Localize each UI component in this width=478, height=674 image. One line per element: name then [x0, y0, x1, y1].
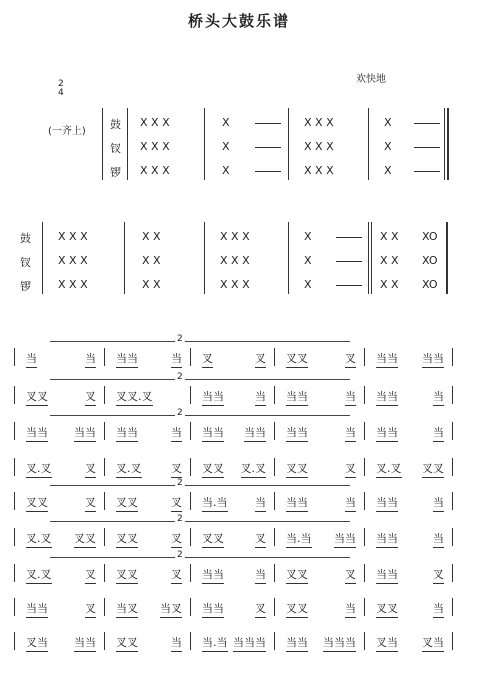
jianpu-beat: 叉叉 [422, 460, 444, 478]
volta-number: 2 [177, 334, 183, 344]
sustain-line [336, 261, 362, 262]
jianpu-beat: 叉叉 [376, 600, 398, 618]
jianpu-beat: 叉叉 [286, 460, 308, 478]
jianpu-measure [202, 350, 266, 368]
score-cell: X X [380, 254, 399, 267]
jianpu-beat: 当当 [26, 424, 48, 442]
jianpu-measure [26, 530, 96, 548]
jianpu-beat: 叉叉 [26, 388, 48, 406]
jianpu-beat: 当当 [376, 566, 398, 584]
jianpu-beat: 叉叉 [116, 634, 138, 652]
barline [452, 528, 453, 546]
jianpu-beat: 当当 [376, 530, 398, 548]
barline [14, 598, 15, 616]
jianpu-beat: 当.当 [286, 530, 312, 548]
sustain-line [255, 147, 281, 148]
instrument-label: 钗 [20, 256, 31, 269]
jianpu-beat: 叉叉 [116, 494, 138, 512]
barline [364, 528, 365, 546]
jianpu-measure [286, 388, 356, 406]
volta-bracket [50, 341, 350, 342]
barline [104, 458, 105, 476]
score-cell: X X [142, 254, 161, 267]
jianpu-beat: 叉叉 [116, 530, 138, 548]
jianpu-beat: 叉 [85, 566, 96, 584]
barline [14, 348, 15, 366]
jianpu-measure [26, 566, 96, 584]
barline [452, 458, 453, 476]
jianpu-measure [26, 460, 96, 478]
jianpu-measure [376, 350, 444, 368]
barline [14, 386, 15, 404]
volta-bracket [50, 485, 350, 486]
jianpu-beat: 叉 [85, 388, 96, 406]
score-cell: X [304, 230, 312, 243]
jianpu-beat: 叉 [85, 600, 96, 618]
score-cell: X X X [58, 230, 88, 243]
jianpu-measure [202, 460, 266, 478]
jianpu-beat: 叉叉 [286, 566, 308, 584]
score-cell: X X X [140, 164, 170, 177]
barline [364, 386, 365, 404]
barline [14, 564, 15, 582]
jianpu-beat: 叉叉 [202, 460, 224, 478]
jianpu-measure [116, 566, 182, 584]
barline [274, 598, 275, 616]
jianpu-measure [116, 388, 182, 406]
jianpu-measure [26, 494, 96, 512]
jianpu-beat: 叉.叉 [26, 566, 52, 584]
jianpu-beat: 当当 [376, 388, 398, 406]
jianpu-beat: 叉 [255, 530, 266, 548]
jianpu-beat: 当当当 [233, 634, 266, 652]
instrument-label: 鼓 [110, 118, 121, 131]
barline [288, 222, 289, 294]
time-signature-top: 2 [58, 79, 64, 89]
jianpu-beat: 叉.叉 [376, 460, 402, 478]
barline [274, 458, 275, 476]
jianpu-beat: 叉 [171, 494, 182, 512]
jianpu-beat: 当 [433, 494, 444, 512]
jianpu-measure [116, 424, 182, 442]
barline [364, 564, 365, 582]
barline [274, 492, 275, 510]
jianpu-measure [286, 350, 356, 368]
jianpu-measure [116, 530, 182, 548]
jianpu-beat: 叉.叉 [26, 530, 52, 548]
score-cell: X X X [220, 254, 250, 267]
jianpu-beat: 当 [433, 424, 444, 442]
jianpu-measure [286, 634, 356, 652]
jianpu-beat: 当 [171, 634, 182, 652]
jianpu-beat: 叉.叉 [241, 460, 267, 478]
jianpu-beat: 当当 [376, 350, 398, 368]
jianpu-beat: 当当 [74, 424, 96, 442]
barline [190, 528, 191, 546]
sustain-line [255, 123, 281, 124]
sustain-line [336, 285, 362, 286]
jianpu-beat: 当 [345, 424, 356, 442]
together-label: (一齐上) [48, 126, 86, 137]
score-cell: X X [380, 230, 399, 243]
barline [190, 386, 191, 404]
jianpu-beat: 叉当 [422, 634, 444, 652]
jianpu-measure [376, 634, 444, 652]
jianpu-beat: 当当 [26, 600, 48, 618]
jianpu-beat: 叉叉 [74, 530, 96, 548]
jianpu-beat: 叉叉 [202, 530, 224, 548]
barline [274, 564, 275, 582]
jianpu-beat: 叉 [255, 600, 266, 618]
score-cell: X X X [304, 164, 334, 177]
volta-number: 2 [177, 514, 183, 524]
score-cell: X X X [304, 140, 334, 153]
tempo-marking: 欢快地 [356, 74, 386, 85]
barline [288, 108, 289, 180]
jianpu-measure [202, 424, 266, 442]
barline [452, 492, 453, 510]
score-cell: X X X [140, 140, 170, 153]
jianpu-measure [202, 388, 266, 406]
barline [204, 222, 205, 294]
barline [190, 422, 191, 440]
barline [190, 632, 191, 650]
jianpu-measure [26, 388, 96, 406]
jianpu-beat: 当当 [286, 494, 308, 512]
jianpu-measure [202, 566, 266, 584]
barline [14, 492, 15, 510]
score-cell: X X X [58, 254, 88, 267]
barline [452, 598, 453, 616]
jianpu-beat: 当当 [116, 350, 138, 368]
instrument-label: 锣 [110, 166, 121, 179]
jianpu-beat: 叉 [85, 460, 96, 478]
jianpu-beat: 当当 [202, 388, 224, 406]
barline [447, 108, 449, 180]
jianpu-beat: 叉 [345, 460, 356, 478]
jianpu-measure [202, 530, 266, 548]
jianpu-beat: 当 [433, 600, 444, 618]
barline [14, 632, 15, 650]
jianpu-beat: 当.当 [202, 634, 228, 652]
jianpu-measure [116, 600, 182, 618]
jianpu-beat: 叉 [202, 350, 213, 368]
barline [190, 348, 191, 366]
barline [104, 528, 105, 546]
barline [104, 386, 105, 404]
jianpu-measure [26, 424, 96, 442]
jianpu-beat: 叉 [345, 566, 356, 584]
score-cell: X X [380, 278, 399, 291]
jianpu-beat: 当当 [116, 424, 138, 442]
jianpu-beat: 当 [171, 424, 182, 442]
sustain-line [414, 171, 440, 172]
jianpu-measure [116, 494, 182, 512]
barline [14, 528, 15, 546]
volta-bracket [50, 557, 350, 558]
barline [452, 564, 453, 582]
jianpu-beat: 叉 [433, 566, 444, 584]
page-title: 桥头大鼓乐谱 [187, 12, 290, 30]
barline [452, 348, 453, 366]
barline [14, 458, 15, 476]
jianpu-beat: 当当 [286, 388, 308, 406]
jianpu-beat: 当 [345, 600, 356, 618]
sustain-line [414, 147, 440, 148]
sustain-line [255, 171, 281, 172]
barline [190, 492, 191, 510]
jianpu-measure [286, 566, 356, 584]
barline [104, 564, 105, 582]
barline [364, 458, 365, 476]
score-cell: X [222, 116, 230, 129]
barline [452, 422, 453, 440]
jianpu-beat: 叉叉 [286, 350, 308, 368]
jianpu-beat: 当当 [334, 530, 356, 548]
jianpu-beat: 叉 [85, 494, 96, 512]
barline [364, 598, 365, 616]
jianpu-beat: 当 [26, 350, 37, 368]
jianpu-beat: 当当 [74, 634, 96, 652]
score-cell: XO [422, 278, 438, 291]
barline [104, 598, 105, 616]
jianpu-beat: 当叉 [116, 600, 138, 618]
barline [446, 222, 448, 294]
barline [42, 222, 43, 294]
sustain-line [336, 237, 362, 238]
jianpu-measure [26, 600, 96, 618]
barline [127, 108, 128, 180]
jianpu-beat: 当当当 [323, 634, 356, 652]
sustain-line [414, 123, 440, 124]
volta-bracket [50, 415, 350, 416]
jianpu-beat: 叉当 [26, 634, 48, 652]
score-cell: XO [422, 254, 438, 267]
jianpu-measure [202, 600, 266, 618]
jianpu-beat: 当当 [202, 566, 224, 584]
barline [364, 422, 365, 440]
jianpu-measure [376, 600, 444, 618]
barline [104, 492, 105, 510]
jianpu-beat: 当当 [202, 424, 224, 442]
jianpu-measure [116, 350, 182, 368]
score-cell: X [304, 278, 312, 291]
jianpu-measure [202, 494, 266, 512]
barline [368, 222, 369, 294]
score-cell: X X [142, 278, 161, 291]
score-cell: XO [422, 230, 438, 243]
jianpu-measure [286, 424, 356, 442]
barline [190, 564, 191, 582]
barline [274, 386, 275, 404]
barline [104, 632, 105, 650]
score-cell: X [384, 116, 392, 129]
jianpu-beat: 叉当 [376, 634, 398, 652]
jianpu-measure [26, 634, 96, 652]
barline [274, 528, 275, 546]
jianpu-beat: 当当 [286, 424, 308, 442]
barline [274, 632, 275, 650]
time-signature [58, 80, 64, 98]
score-cell: X X X [220, 230, 250, 243]
jianpu-beat: 当 [433, 388, 444, 406]
jianpu-measure [116, 460, 182, 478]
jianpu-beat: 叉 [255, 350, 266, 368]
jianpu-beat: 当 [171, 350, 182, 368]
barline [364, 632, 365, 650]
jianpu-beat: 叉叉.叉 [116, 388, 153, 406]
score-cell: X [222, 140, 230, 153]
jianpu-beat: 当 [85, 350, 96, 368]
jianpu-beat: 叉叉 [26, 494, 48, 512]
jianpu-beat: 当当 [244, 424, 266, 442]
barline [368, 108, 369, 180]
jianpu-measure [376, 494, 444, 512]
jianpu-measure [376, 530, 444, 548]
barline [124, 222, 125, 294]
jianpu-beat: 叉.叉 [116, 460, 142, 478]
score-cell: X X X [304, 116, 334, 129]
barline [274, 348, 275, 366]
score-cell: X X X [140, 116, 170, 129]
jianpu-beat: 当 [345, 494, 356, 512]
jianpu-measure [376, 566, 444, 584]
jianpu-beat: 叉.叉 [26, 460, 52, 478]
jianpu-measure [376, 424, 444, 442]
jianpu-beat: 当当 [202, 600, 224, 618]
jianpu-measure [286, 530, 356, 548]
jianpu-measure [286, 460, 356, 478]
jianpu-measure [286, 600, 356, 618]
jianpu-beat: 当当 [286, 634, 308, 652]
volta-bracket [50, 521, 350, 522]
score-cell: X [304, 254, 312, 267]
score-cell: X X X [220, 278, 250, 291]
instrument-label: 钗 [110, 142, 121, 155]
jianpu-beat: 叉 [171, 530, 182, 548]
jianpu-measure [116, 634, 182, 652]
barline [274, 422, 275, 440]
jianpu-beat: 当当 [422, 350, 444, 368]
volta-number: 2 [177, 408, 183, 418]
time-signature-bottom: 4 [58, 88, 64, 98]
barline [104, 422, 105, 440]
barline [190, 458, 191, 476]
jianpu-beat: 叉叉 [116, 566, 138, 584]
volta-number: 2 [177, 372, 183, 382]
jianpu-beat: 叉叉 [286, 600, 308, 618]
barline [371, 222, 372, 294]
jianpu-beat: 当叉 [160, 600, 182, 618]
jianpu-beat: 叉 [171, 566, 182, 584]
jianpu-beat: 当 [255, 494, 266, 512]
jianpu-beat: 当 [345, 388, 356, 406]
volta-number: 2 [177, 478, 183, 488]
barline [452, 386, 453, 404]
score-cell: X X [142, 230, 161, 243]
score-cell: X X X [58, 278, 88, 291]
instrument-label: 鼓 [20, 232, 31, 245]
jianpu-beat: 当当 [376, 494, 398, 512]
score-cell: X [384, 140, 392, 153]
volta-bracket [50, 379, 350, 380]
jianpu-beat: 当 [433, 530, 444, 548]
barline [14, 422, 15, 440]
jianpu-beat: 当 [255, 566, 266, 584]
jianpu-beat: 当 [255, 388, 266, 406]
jianpu-beat: 叉 [345, 350, 356, 368]
jianpu-measure [202, 634, 266, 652]
volta-number: 2 [177, 550, 183, 560]
jianpu-measure [376, 460, 444, 478]
barline [102, 108, 103, 180]
instrument-label: 锣 [20, 280, 31, 293]
jianpu-beat: 当当 [376, 424, 398, 442]
barline [364, 492, 365, 510]
jianpu-beat: 当.当 [202, 494, 228, 512]
barline [364, 348, 365, 366]
score-cell: X [384, 164, 392, 177]
jianpu-beat: 叉 [171, 460, 182, 478]
barline [444, 108, 445, 180]
barline [104, 348, 105, 366]
jianpu-measure [26, 350, 96, 368]
barline [190, 598, 191, 616]
barline [204, 108, 205, 180]
jianpu-measure [376, 388, 444, 406]
score-cell: X [222, 164, 230, 177]
barline [452, 632, 453, 650]
jianpu-measure [286, 494, 356, 512]
